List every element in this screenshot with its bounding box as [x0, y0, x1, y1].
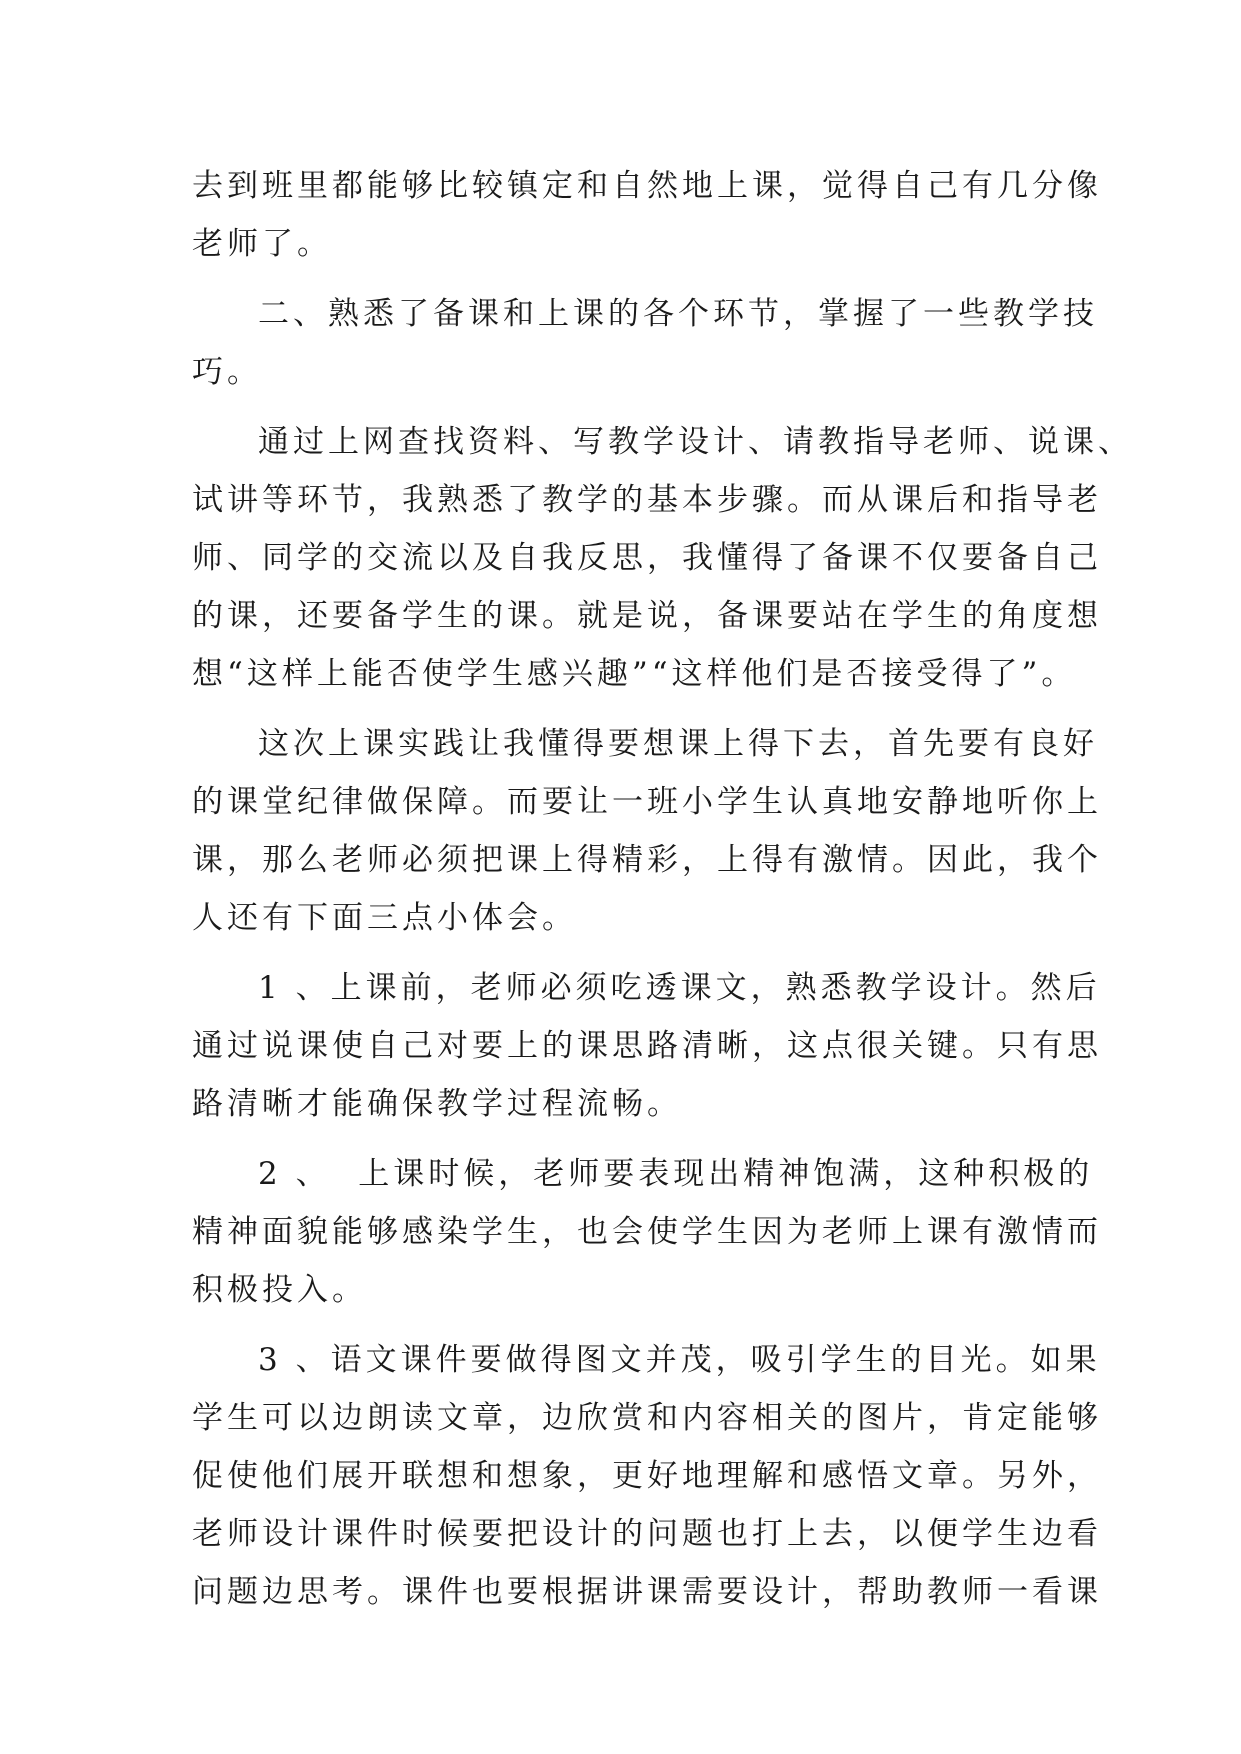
text-line: 积极投入。: [192, 1272, 367, 1308]
paragraph: [192, 157, 1102, 273]
text-line: 课，那么老师必须把课上得精彩，上得有激情。因此，我个: [192, 842, 1102, 878]
paragraph: [192, 715, 1102, 947]
list-item: [192, 1331, 1102, 1621]
text-line: 促使他们展开联想和想象，更好地理解和感悟文章。另外，: [192, 1458, 1102, 1494]
paragraph: [192, 413, 1133, 703]
text-line: 师、同学的交流以及自我反思，我懂得了备课不仅要备自己: [192, 540, 1102, 576]
text-line: 通过说课使自己对要上的课思路清晰，这点很关键。只有思: [192, 1028, 1102, 1064]
list-item: [192, 959, 1102, 1133]
text-line: 学生可以边朗读文章，边欣赏和内容相关的图片，肯定能够: [192, 1400, 1102, 1436]
text-line: 的课，还要备学生的课。就是说，备课要站在学生的角度想: [192, 598, 1102, 634]
text-line: 1 、上课前，老师必须吃透课文，熟悉教学设计。然后: [258, 970, 1101, 1006]
section-heading: [192, 285, 1098, 401]
text-line: 通过上网查找资料、写教学设计、请教指导老师、说课、: [258, 424, 1133, 460]
text-line: 巧。: [192, 354, 262, 390]
text-line: 精神面貌能够感染学生，也会使学生因为老师上课有激情而: [192, 1214, 1102, 1250]
text-line: 这次上课实践让我懂得要想课上得下去，首先要有良好: [258, 726, 1098, 762]
text-line: 问题边思考。课件也要根据讲课需要设计，帮助教师一看课: [192, 1574, 1102, 1610]
document-body: [192, 157, 1133, 1621]
text-line: 的课堂纪律做保障。而要让一班小学生认真地安静地听你上: [192, 784, 1102, 820]
text-line: 想“这样上能否使学生感兴趣”“这样他们是否接受得了”。: [192, 656, 1077, 692]
text-line: 老师了。: [192, 226, 332, 262]
text-line: 2 、 上课时候，老师要表现出精神饱满，这种积极的: [258, 1156, 1094, 1192]
text-line: 试讲等环节，我熟悉了教学的基本步骤。而从课后和指导老: [192, 482, 1102, 518]
text-line: 人还有下面三点小体会。: [192, 900, 577, 936]
list-item: [192, 1145, 1102, 1319]
text-line: 路清晰才能确保教学过程流畅。: [192, 1086, 682, 1122]
text-line: 老师设计课件时候要把设计的问题也打上去，以便学生边看: [192, 1516, 1102, 1552]
text-line: 二、熟悉了备课和上课的各个环节，掌握了一些教学技: [258, 296, 1098, 332]
text-line: 去到班里都能够比较镇定和自然地上课，觉得自己有几分像: [192, 168, 1102, 204]
text-line: 3 、语文课件要做得图文并茂，吸引学生的目光。如果: [258, 1342, 1101, 1378]
